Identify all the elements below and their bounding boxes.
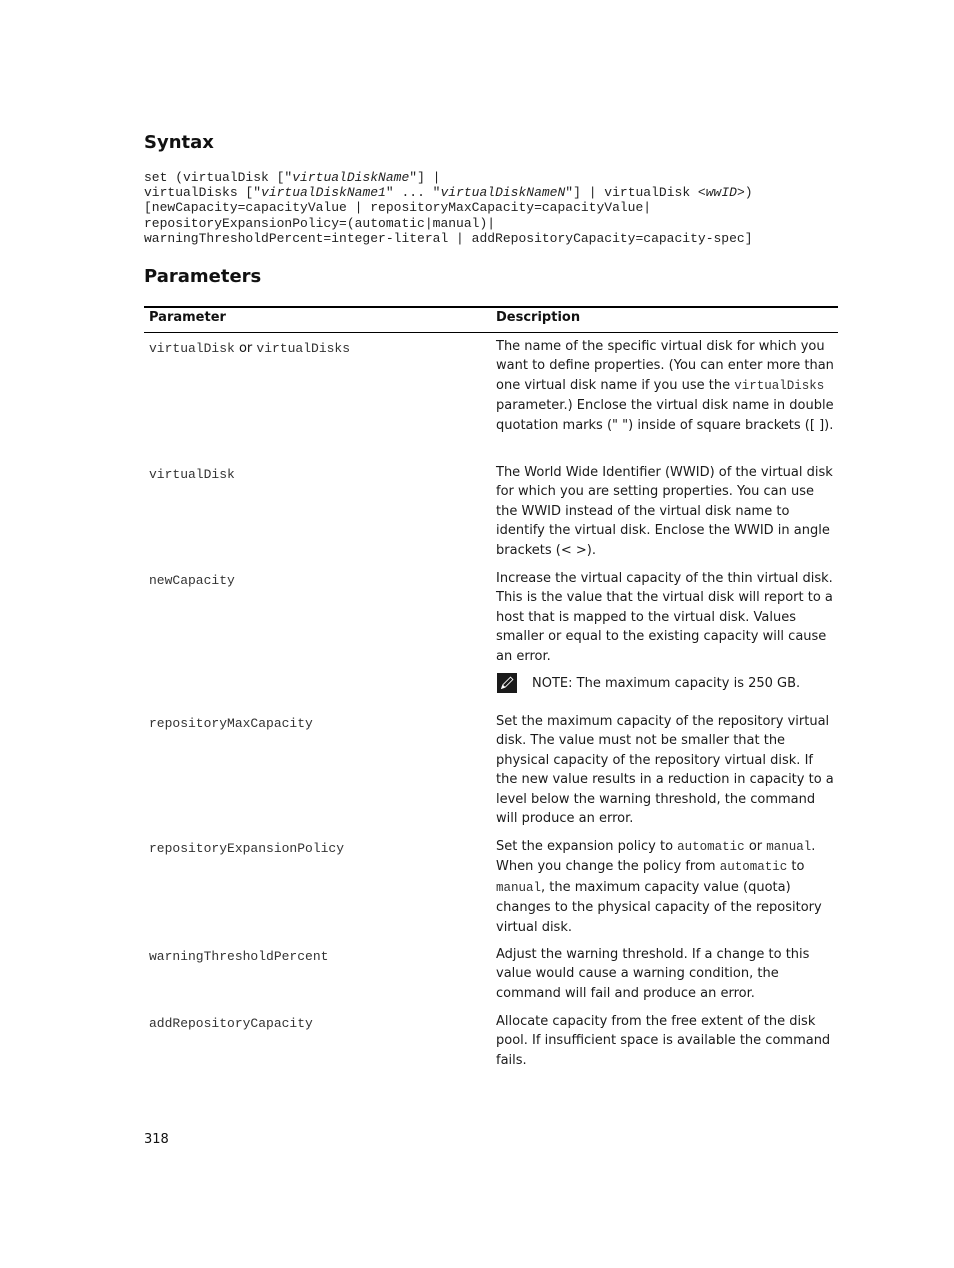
description-text: or bbox=[744, 839, 767, 854]
description-text: Set the expansion policy to bbox=[496, 839, 678, 854]
syntax-variable: virtualDiskName1 bbox=[261, 185, 386, 201]
table-header-description: Description bbox=[496, 310, 581, 325]
syntax-text: set (virtualDisk [" bbox=[144, 170, 293, 185]
parameter-name: warningThresholdPercent bbox=[149, 949, 329, 964]
description-text: The name of the specific virtual disk for which you want to define properties. (You can enter more than one virtual disk name if you use the bbox=[496, 339, 834, 393]
parameter-name: addRepositoryCapacity bbox=[149, 1016, 313, 1031]
table-header-rule bbox=[144, 332, 838, 333]
syntax-variable: wwID bbox=[705, 185, 737, 201]
parameter-description: Allocate capacity from the free extent of the disk pool. If insufficient space is available the command fails. bbox=[496, 1014, 831, 1068]
syntax-line-2 bbox=[144, 185, 834, 200]
syntax-text: virtualDisks [" bbox=[144, 185, 262, 201]
parameter-description bbox=[496, 337, 838, 435]
note-body: The maximum capacity is 250 GB. bbox=[572, 676, 801, 691]
parameter-code: virtualDisk bbox=[149, 341, 235, 356]
parameter-name: repositoryExpansionPolicy bbox=[149, 841, 345, 856]
parameter-description: Set the maximum capacity of the repository virtual disk. The value must not be smaller that the physical capacity of the repository virtual disk. If the new value results in a reduction in capacity to a level below the warning threshold, the command will produce an error. bbox=[496, 714, 834, 827]
parameter-name: virtualDisk bbox=[149, 467, 235, 482]
syntax-line-3: [newCapacity=capacityValue | repositoryMaxCapacity=capacityValue| bbox=[144, 200, 652, 216]
syntax-variable: virtualDiskName bbox=[292, 170, 410, 185]
note-text bbox=[532, 676, 800, 691]
syntax-line-5: warningThresholdPercent=integer-literal | addRepositoryCapacity=capacity-spec] bbox=[144, 230, 753, 246]
syntax-heading: Syntax bbox=[144, 132, 214, 153]
note-label: NOTE: bbox=[532, 676, 573, 691]
parameter-name: repositoryMaxCapacity bbox=[149, 716, 313, 731]
parameter-description: The World Wide Identifier (WWID) of the virtual disk for which you are setting properties. You can use the WWID instead of the virtual disk name to identify the virtual disk. Enclose the WWID in angle brackets (< >). bbox=[496, 465, 833, 558]
description-code: automatic bbox=[719, 860, 788, 875]
parameter-name bbox=[149, 339, 479, 358]
syntax-text: >) bbox=[736, 185, 753, 201]
description-text: . When you change the policy from bbox=[496, 839, 816, 875]
table-header-parameter: Parameter bbox=[149, 310, 226, 325]
syntax-line-4: repositoryExpansionPolicy=(automatic|manual)| bbox=[144, 215, 496, 231]
description-text: , the maximum capacity value (quota) changes to the physical capacity of the repository virtual disk. bbox=[496, 879, 822, 935]
description-code: virtualDisks bbox=[734, 378, 825, 393]
pencil-note-icon bbox=[496, 672, 518, 694]
syntax-variable: virtualDiskNameN bbox=[440, 185, 566, 201]
description-text: parameter.) Enclose the virtual disk name in double quotation marks (" ") inside of square brackets ([ ]). bbox=[496, 398, 834, 433]
syntax-text: "] | bbox=[409, 170, 441, 185]
parameter-name: newCapacity bbox=[149, 573, 235, 588]
table-top-rule bbox=[144, 306, 838, 308]
parameter-description bbox=[496, 837, 838, 937]
description-code: automatic bbox=[677, 840, 745, 854]
parameter-description: Adjust the warning threshold. If a change to this value would cause a warning condition, the command will fail and produce an error. bbox=[496, 947, 810, 1001]
syntax-text: "] | virtualDisk < bbox=[565, 185, 706, 201]
page-number: 318 bbox=[144, 1132, 169, 1147]
syntax-text: " ... " bbox=[385, 185, 441, 201]
description-code: manual bbox=[496, 880, 542, 895]
description-text: to bbox=[787, 859, 805, 875]
description-code: manual bbox=[766, 840, 812, 854]
parameter-description: Increase the virtual capacity of the thin virtual disk. This is the value that the virtual disk will report to a host that is mapped to the virtual disk. Values smaller or equal to the existing capacity will cause an error. bbox=[496, 571, 833, 664]
parameters-heading: Parameters bbox=[144, 266, 262, 287]
parameter-or: or bbox=[234, 341, 257, 356]
syntax-line-1 bbox=[144, 170, 834, 185]
syntax-block bbox=[144, 170, 834, 246]
parameter-code: virtualDisks bbox=[256, 341, 351, 356]
